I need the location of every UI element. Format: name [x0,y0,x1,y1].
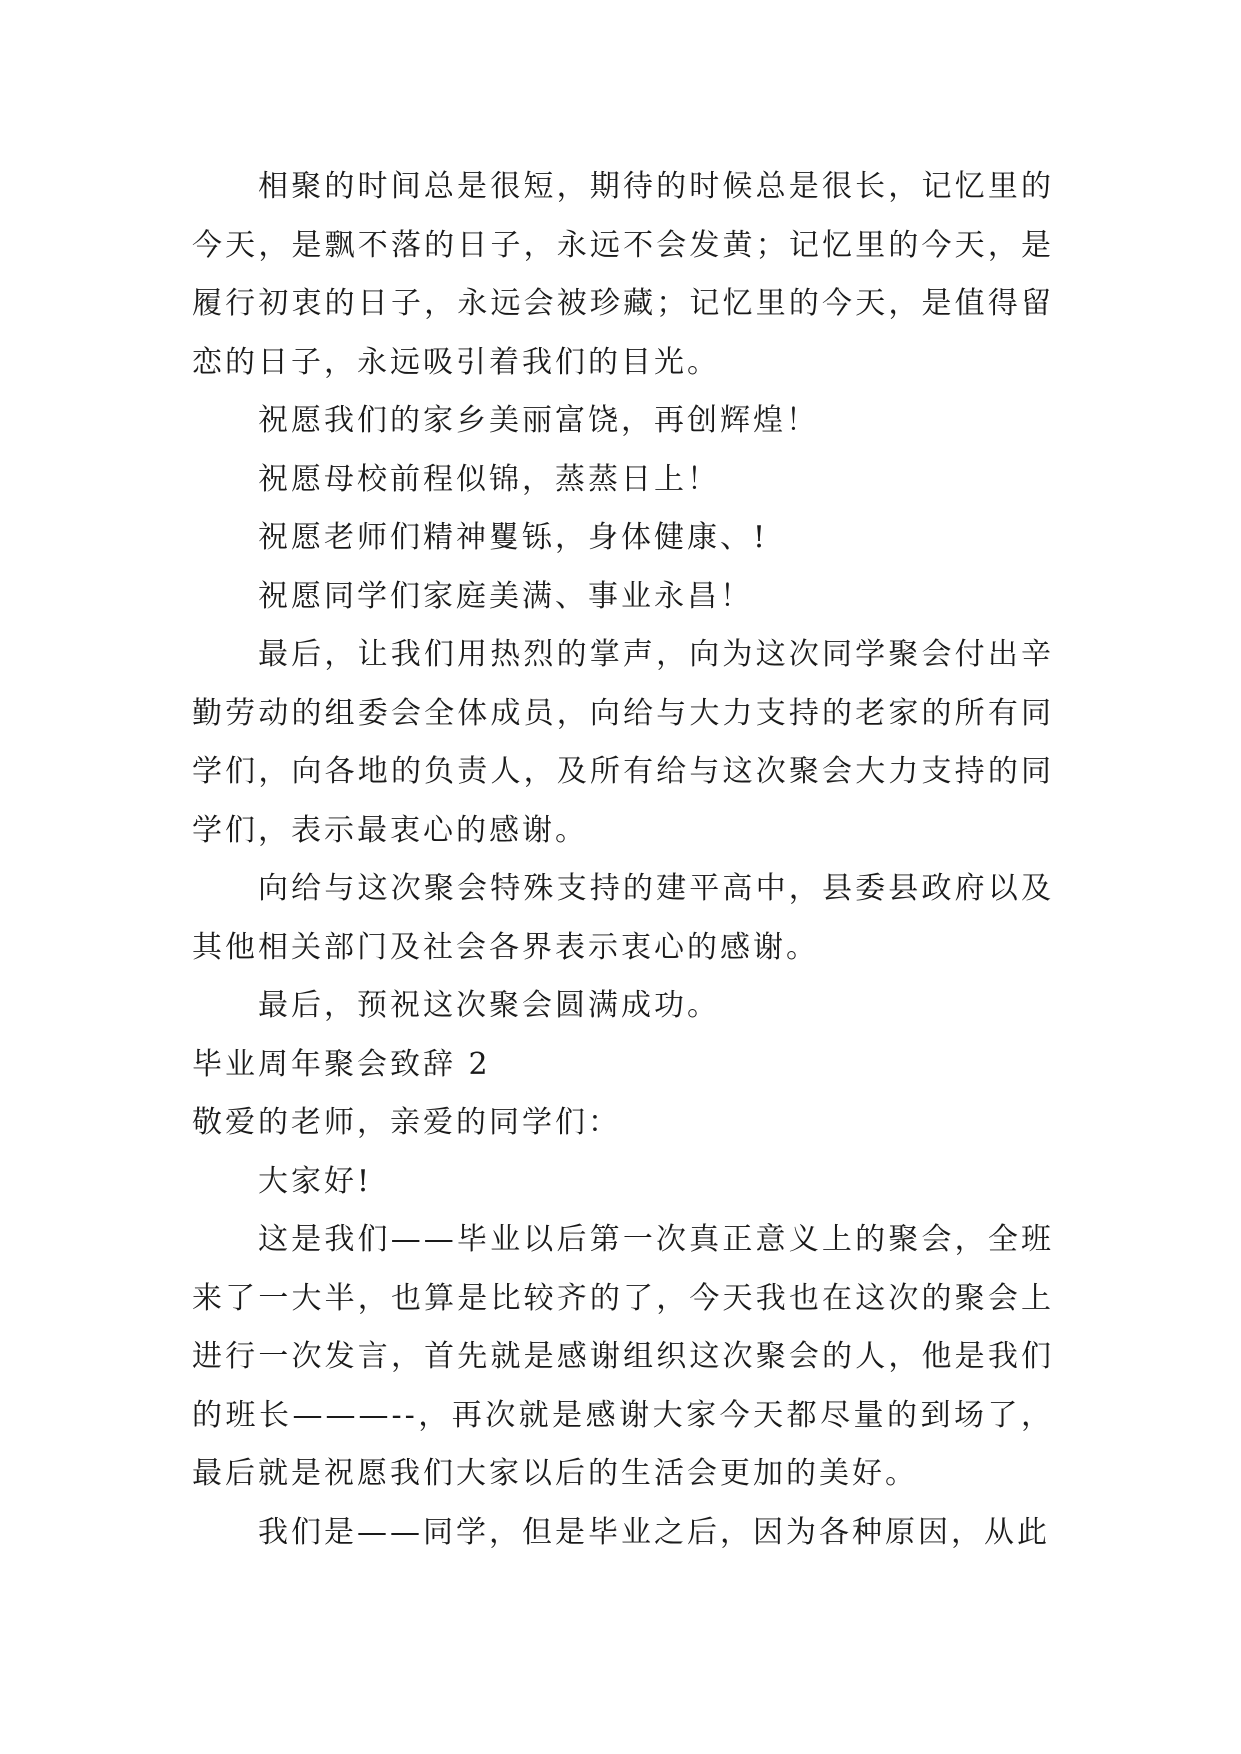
section-title: 毕业周年聚会致辞 2 [192,1046,491,1082]
paragraph-thanks-school: 向给与这次聚会特殊支持的建平高中，县委县政府以及其他相关部门及社会各界表示衷心的感谢。 [192,871,1054,965]
paragraph-speech-continued: 我们是——同学，但是毕业之后，因为各种原因，从此 [258,1514,1050,1550]
paragraph-speech-intro: 这是我们——毕业以后第一次真正意义上的聚会，全班来了一大半，也算是比较齐的了，今天我也在这次的聚会上进行一次发言，首先就是感谢组织这次聚会的人，他是我们的班长———--，再次就是感谢大家今天都尽量的到场了，最后就是祝愿我们大家以后的生活会更加的美好。 [192,1222,1054,1491]
paragraph-wish-school: 祝愿母校前程似锦，蒸蒸日上！ [258,461,720,497]
paragraph-wish-classmates: 祝愿同学们家庭美满、事业永昌！ [258,578,753,614]
paragraph-wish-hometown: 祝愿我们的家乡美丽富饶，再创辉煌！ [258,403,819,438]
document-body [192,158,1054,1562]
paragraph-closing: 最后，预祝这次聚会圆满成功。 [258,988,720,1023]
paragraph-memories: 相聚的时间总是很短，期待的时候总是很长，记忆里的今天，是飘不落的日子，永远不会发黄；记忆里的今天，是履行初衷的日子，永远会被珍藏；记忆里的今天，是值得留恋的日子，永远吸引着我们的目光。 [192,169,1054,380]
salutation: 敬爱的老师，亲爱的同学们： [192,1105,621,1140]
paragraph-thanks-committee: 最后，让我们用热烈的掌声，向为这次同学聚会付出辛勤劳动的组委会全体成员，向给与大力支持的老家的所有同学们，向各地的负责人，及所有给与这次聚会大力支持的同学们，表示最衷心的感谢。 [192,637,1054,848]
greeting: 大家好! [258,1163,373,1199]
paragraph-wish-teachers: 祝愿老师们精神矍铄，身体健康、! [258,520,769,555]
